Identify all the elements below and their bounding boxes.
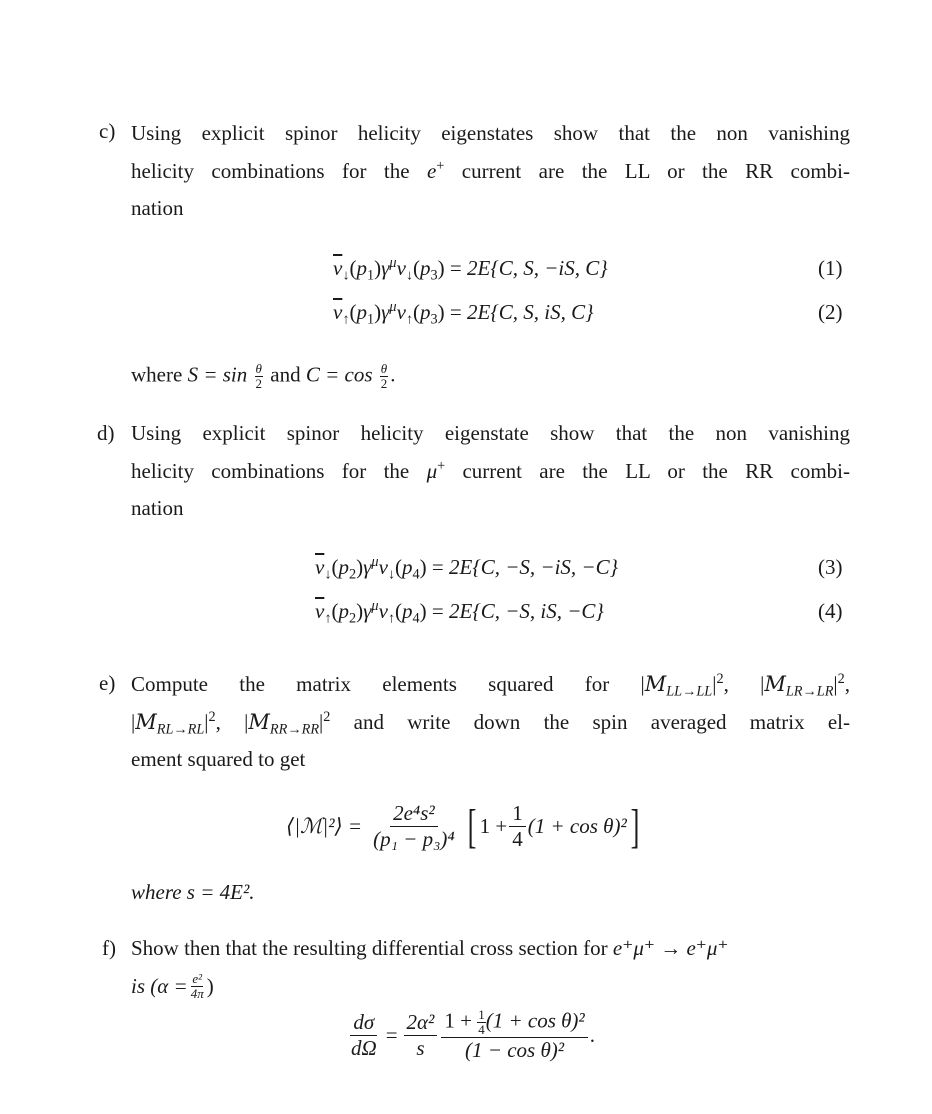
right-bracket: ] — [630, 799, 640, 853]
alpha-definition-text: is (α = — [131, 974, 188, 999]
cross-section-formula — [346, 1004, 595, 1066]
quarter-fraction — [509, 801, 526, 850]
quarter-numerator: 1 — [478, 1006, 485, 1022]
momentum-symbol: p — [356, 256, 367, 280]
item-label-c: c) — [99, 119, 116, 143]
v-bar-symbol: $\overline{v}$ — [315, 599, 325, 623]
quarter-denominator: 4 — [512, 826, 523, 851]
part-c-text — [131, 115, 850, 228]
s-definition: where s = 4E². — [131, 880, 255, 904]
subscript-rl: RL→RL — [156, 720, 205, 737]
differential-fraction — [348, 1010, 380, 1059]
helicity-arrow: ↓ — [405, 267, 414, 284]
momentum-index: 4 — [412, 566, 420, 583]
alpha-squared: 2α² — [404, 1010, 438, 1035]
momentum-symbol: p — [402, 599, 413, 623]
part-d-line-2-end: current are the LL or the RR combi- — [445, 458, 850, 483]
momentum-symbol: p — [402, 555, 413, 579]
scattering-process: e⁺μ⁺ → e⁺μ⁺ — [612, 936, 729, 960]
part-c-line-2 — [131, 153, 850, 191]
alpha-fraction — [190, 972, 205, 1002]
quarter-denominator: 4 — [478, 1021, 485, 1037]
positron-charge: + — [436, 157, 445, 174]
sine-definition: S = sin — [187, 362, 248, 387]
helicity-arrow: ↑ — [342, 311, 350, 328]
cosine-definition: C = cos — [305, 362, 373, 387]
alpha-definition — [131, 972, 214, 1002]
one-plus: 1 + — [444, 1008, 472, 1033]
equation-1: $\overline{v}_↓(p_1)\gamma^\mu v_↓(p_3) = 2E\{C$, S, −iS, C} — [333, 255, 608, 284]
period: . — [390, 362, 396, 387]
spin-averaged-formula — [286, 792, 643, 860]
period: . — [589, 1022, 595, 1047]
part-d-text — [131, 415, 850, 528]
equation-number-4: (4) — [818, 599, 843, 623]
momentum-index: 2 — [348, 566, 357, 583]
equation-4: $\overline{v}_↑(p_2)\gamma^\mu v_↑(p_4) = 2E\{C$, −S, iS, −C} — [315, 598, 604, 627]
momentum-index: 4 — [412, 610, 420, 627]
helicity-arrow: ↑ — [324, 610, 332, 627]
part-f-line-1 — [131, 936, 728, 961]
equation-number-2: (2) — [818, 300, 843, 324]
item-label-f: f) — [102, 936, 116, 960]
helicity-arrow: ↑ — [387, 610, 396, 627]
fraction-denominator: 2 — [255, 376, 262, 392]
d-sigma: dσ — [350, 1010, 377, 1035]
fraction-numerator: θ — [380, 361, 388, 376]
momentum-symbol: p — [356, 300, 367, 324]
quarter-fraction — [477, 1008, 486, 1038]
angular-fraction — [441, 1008, 587, 1063]
part-e-line-2 — [131, 704, 850, 742]
formula-prefactor — [370, 801, 458, 850]
prefactor-numerator: 2e⁴s² — [390, 801, 438, 826]
angular-numerator — [441, 1008, 587, 1039]
part-c-line-3: nation — [131, 196, 184, 220]
alpha-prefactor — [404, 1010, 438, 1059]
theta-half-fraction — [255, 362, 264, 392]
part-e-line-1-text: Compute the matrix elements squared for — [131, 672, 610, 696]
one-plus: 1 + — [479, 813, 508, 838]
equation-3: $\overline{v}_↓(p_2)\gamma^\mu v_↓(p_4) = 2E\{C$, −S, −iS, −C} — [315, 554, 618, 583]
subscript-rr: RR→RR — [269, 720, 320, 737]
part-e-text — [131, 666, 850, 779]
equation-4-rhs: 2E{C, −S, iS, −C} — [449, 599, 604, 623]
momentum-symbol: p — [338, 555, 349, 579]
cos-term: (1 + cos θ)² — [527, 813, 627, 838]
part-d-line-1: Using explicit spinor helicity eigenstate show that the non vanishing — [131, 421, 850, 445]
mandelstam-s: s — [416, 1035, 425, 1060]
muon-charge: + — [437, 457, 446, 474]
part-e-line-2-text: and write down the spin averaged matrix el- — [353, 709, 851, 734]
helicity-arrow: ↑ — [405, 311, 414, 328]
part-d-line-2 — [131, 453, 850, 491]
equation-2-rhs: 2E{C, S, iS, C} — [467, 300, 594, 324]
left-bracket: [ — [467, 799, 477, 853]
momentum-index: 3 — [430, 311, 438, 328]
v-bar-symbol: $\overline{v}$ — [333, 300, 343, 324]
subscript-lr: LR→LR — [785, 683, 834, 700]
item-label-e: e) — [99, 671, 116, 695]
part-e-line-1 — [131, 666, 850, 704]
equation-3-rhs: 2E{C, −S, −iS, −C} — [449, 555, 618, 579]
and-word: and — [270, 362, 301, 387]
part-c-line-1: Using explicit spinor helicity eigenstates show that the non vanishing — [131, 121, 850, 145]
equation-number-1: (1) — [818, 256, 843, 280]
matrix-element-rl: $|M_{RL\to RL}|^2$, — [131, 708, 221, 737]
angular-denominator: (1 − cos θ)² — [465, 1038, 565, 1063]
matrix-element-ll: $|M_{LL\to LL}|^2$, — [640, 671, 729, 700]
positron-symbol: e — [426, 158, 437, 183]
part-c-definitions — [131, 362, 396, 392]
part-d-line-2-start: helicity combinations for the — [131, 458, 427, 483]
muon-symbol: μ — [426, 458, 438, 483]
cos-plus-term: (1 + cos θ)² — [485, 1008, 585, 1033]
part-d-line-3: nation — [131, 496, 184, 520]
equals-sign: = — [385, 1022, 398, 1047]
helicity-arrow: ↓ — [324, 566, 332, 583]
item-label-d: d) — [97, 421, 115, 445]
part-c-line-2-start: helicity combinations for the — [131, 158, 427, 183]
equation-number-3: (3) — [818, 555, 843, 579]
close-paren: ) — [206, 974, 214, 999]
momentum-index: 1 — [366, 311, 375, 328]
theta-half-fraction — [380, 362, 389, 392]
momentum-index: 3 — [430, 267, 438, 284]
momentum-symbol: p — [338, 599, 349, 623]
alpha-numerator: e² — [192, 971, 203, 986]
equation-2: $\overline{v}_↑(p_1)\gamma^\mu v_↑(p_3) = 2E\{C$, S, iS, C} — [333, 299, 594, 328]
quarter-numerator: 1 — [509, 801, 526, 826]
part-e-line-3: ement squared to get — [131, 747, 306, 771]
v-bar-symbol: $\overline{v}$ — [315, 555, 325, 579]
momentum-index: 1 — [366, 267, 375, 284]
prefactor-denominator: (p₁ − p₃)⁴ — [373, 826, 455, 851]
fraction-denominator: 2 — [380, 376, 388, 392]
momentum-index: 2 — [348, 610, 357, 627]
equation-1-rhs: 2E{C, S, −iS, C} — [467, 256, 608, 280]
alpha-denominator: 4π — [190, 986, 204, 1002]
d-omega: dΩ — [351, 1035, 377, 1060]
fraction-numerator: θ — [255, 361, 262, 376]
formula-lhs: ⟨|ℳ|²⟩ = — [286, 813, 363, 838]
matrix-element-rr: $|M_{RR\to RR}|^2$ — [244, 708, 331, 737]
part-f-line-1-text: Show then that the resulting differential cross section for — [131, 936, 613, 960]
subscript-ll: LL→LL — [666, 683, 713, 700]
helicity-arrow: ↓ — [342, 267, 350, 284]
v-bar-symbol: $\overline{v}$ — [333, 256, 343, 280]
momentum-symbol: p — [420, 300, 431, 324]
momentum-symbol: p — [420, 256, 431, 280]
helicity-arrow: ↓ — [387, 566, 396, 583]
where-word: where — [131, 362, 183, 387]
matrix-element-lr: $|M_{LR\to LR}|^2$, — [760, 671, 851, 700]
part-c-line-2-end: current are the LL or the RR combi- — [444, 158, 850, 183]
